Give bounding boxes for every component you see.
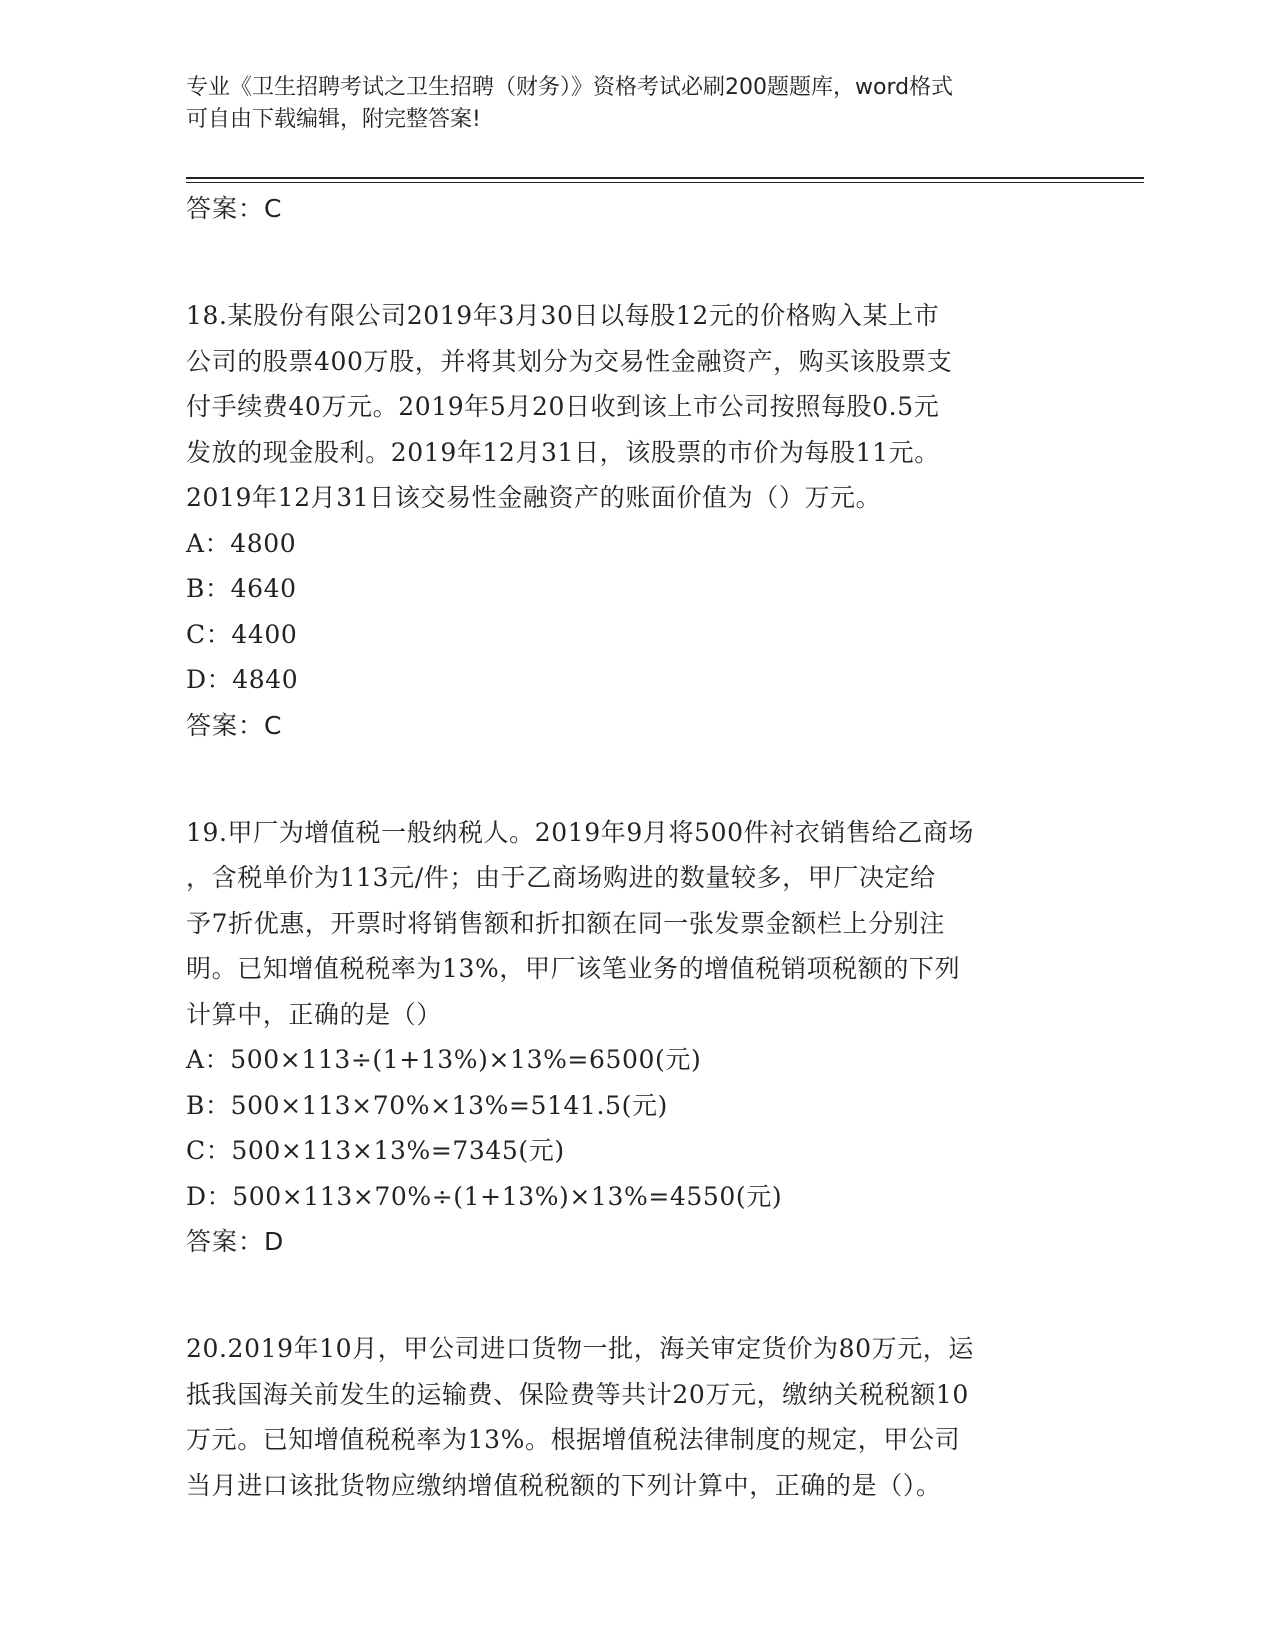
answer-value: C xyxy=(264,194,282,223)
answer-label: 答案： xyxy=(186,710,265,740)
question-text xyxy=(186,293,1076,521)
question-line: 公司的股票400万股，并将其划分为交易性金融资产，购买该股票支 xyxy=(186,346,953,376)
question-text xyxy=(186,810,1076,1038)
question-line: 抵我国海关前发生的运输费、保险费等共计20万元，缴纳关税税额10 xyxy=(186,1379,969,1409)
option-a: A：4800 xyxy=(186,528,297,558)
header-rule-thick xyxy=(186,177,1144,179)
question-line: 发放的现金股利。2019年12月31日，该股票的市价为每股11元。 xyxy=(186,437,940,467)
header-rule-thin xyxy=(186,182,1144,183)
header-line-1: 专业《卫生招聘考试之卫生招聘（财务）》资格考试必刷200题题库，word格式 xyxy=(186,75,954,100)
question-line: 18.某股份有限公司2019年3月30日以每股12元的价格购入某上市 xyxy=(186,301,940,330)
question-line: 19.甲厂为增值税一般纳税人。2019年9月将500件衬衣销售给乙商场 xyxy=(186,817,975,847)
header-line-2: 可自由下载编辑，附完整答案! xyxy=(186,107,481,132)
option-a: A：500×113÷(1+13%)×13%=6500(元) xyxy=(186,1045,702,1074)
question-line: 计算中，正确的是（） xyxy=(186,999,443,1029)
option-d: D：4840 xyxy=(186,665,299,694)
document-body xyxy=(186,186,1076,1508)
question-18 xyxy=(186,293,1076,748)
option-b: B：500×113×70%×13%=5141.5(元) xyxy=(186,1090,668,1120)
document-header xyxy=(186,72,1086,136)
question-line: 当月进口该批货物应缴纳增值税税额的下列计算中，正确的是（）。 xyxy=(186,1470,942,1500)
question-line: ，含税单价为113元/件；由于乙商场购进的数量较多，甲厂决定给 xyxy=(186,863,936,892)
question-text xyxy=(186,1326,1076,1508)
answer-value: C xyxy=(264,710,282,740)
option-d: D：500×113×70%÷(1+13%)×13%=4550(元) xyxy=(186,1181,783,1211)
option-c: C：4400 xyxy=(186,619,298,649)
answer-label: 答案： xyxy=(186,194,265,223)
answer-line xyxy=(186,703,1076,748)
answer-line xyxy=(186,1219,1076,1264)
answer-line xyxy=(186,186,1076,231)
answer-value: D xyxy=(264,1227,284,1256)
question-line: 付手续费40万元。2019年5月20日收到该上市公司按照每股0.5元 xyxy=(186,392,940,421)
question-20 xyxy=(186,1326,1076,1508)
question-19 xyxy=(186,810,1076,1265)
question-line: 予7折优惠，开票时将销售额和折扣额在同一张发票金额栏上分别注 xyxy=(186,908,945,938)
question-line: 万元。已知增值税税率为13%。根据增值税法律制度的规定，甲公司 xyxy=(186,1425,961,1454)
option-c: C：500×113×13%=7345(元) xyxy=(186,1136,565,1165)
question-line: 20.2019年10月，甲公司进口货物一批，海关审定货价为80万元，运 xyxy=(186,1334,975,1363)
question-line: 2019年12月31日该交易性金融资产的账面价值为（）万元。 xyxy=(186,483,882,512)
option-b: B：4640 xyxy=(186,574,297,603)
question-line: 明。已知增值税税率为13%，甲厂该笔业务的增值税销项税额的下列 xyxy=(186,954,961,983)
answer-label: 答案： xyxy=(186,1227,265,1256)
